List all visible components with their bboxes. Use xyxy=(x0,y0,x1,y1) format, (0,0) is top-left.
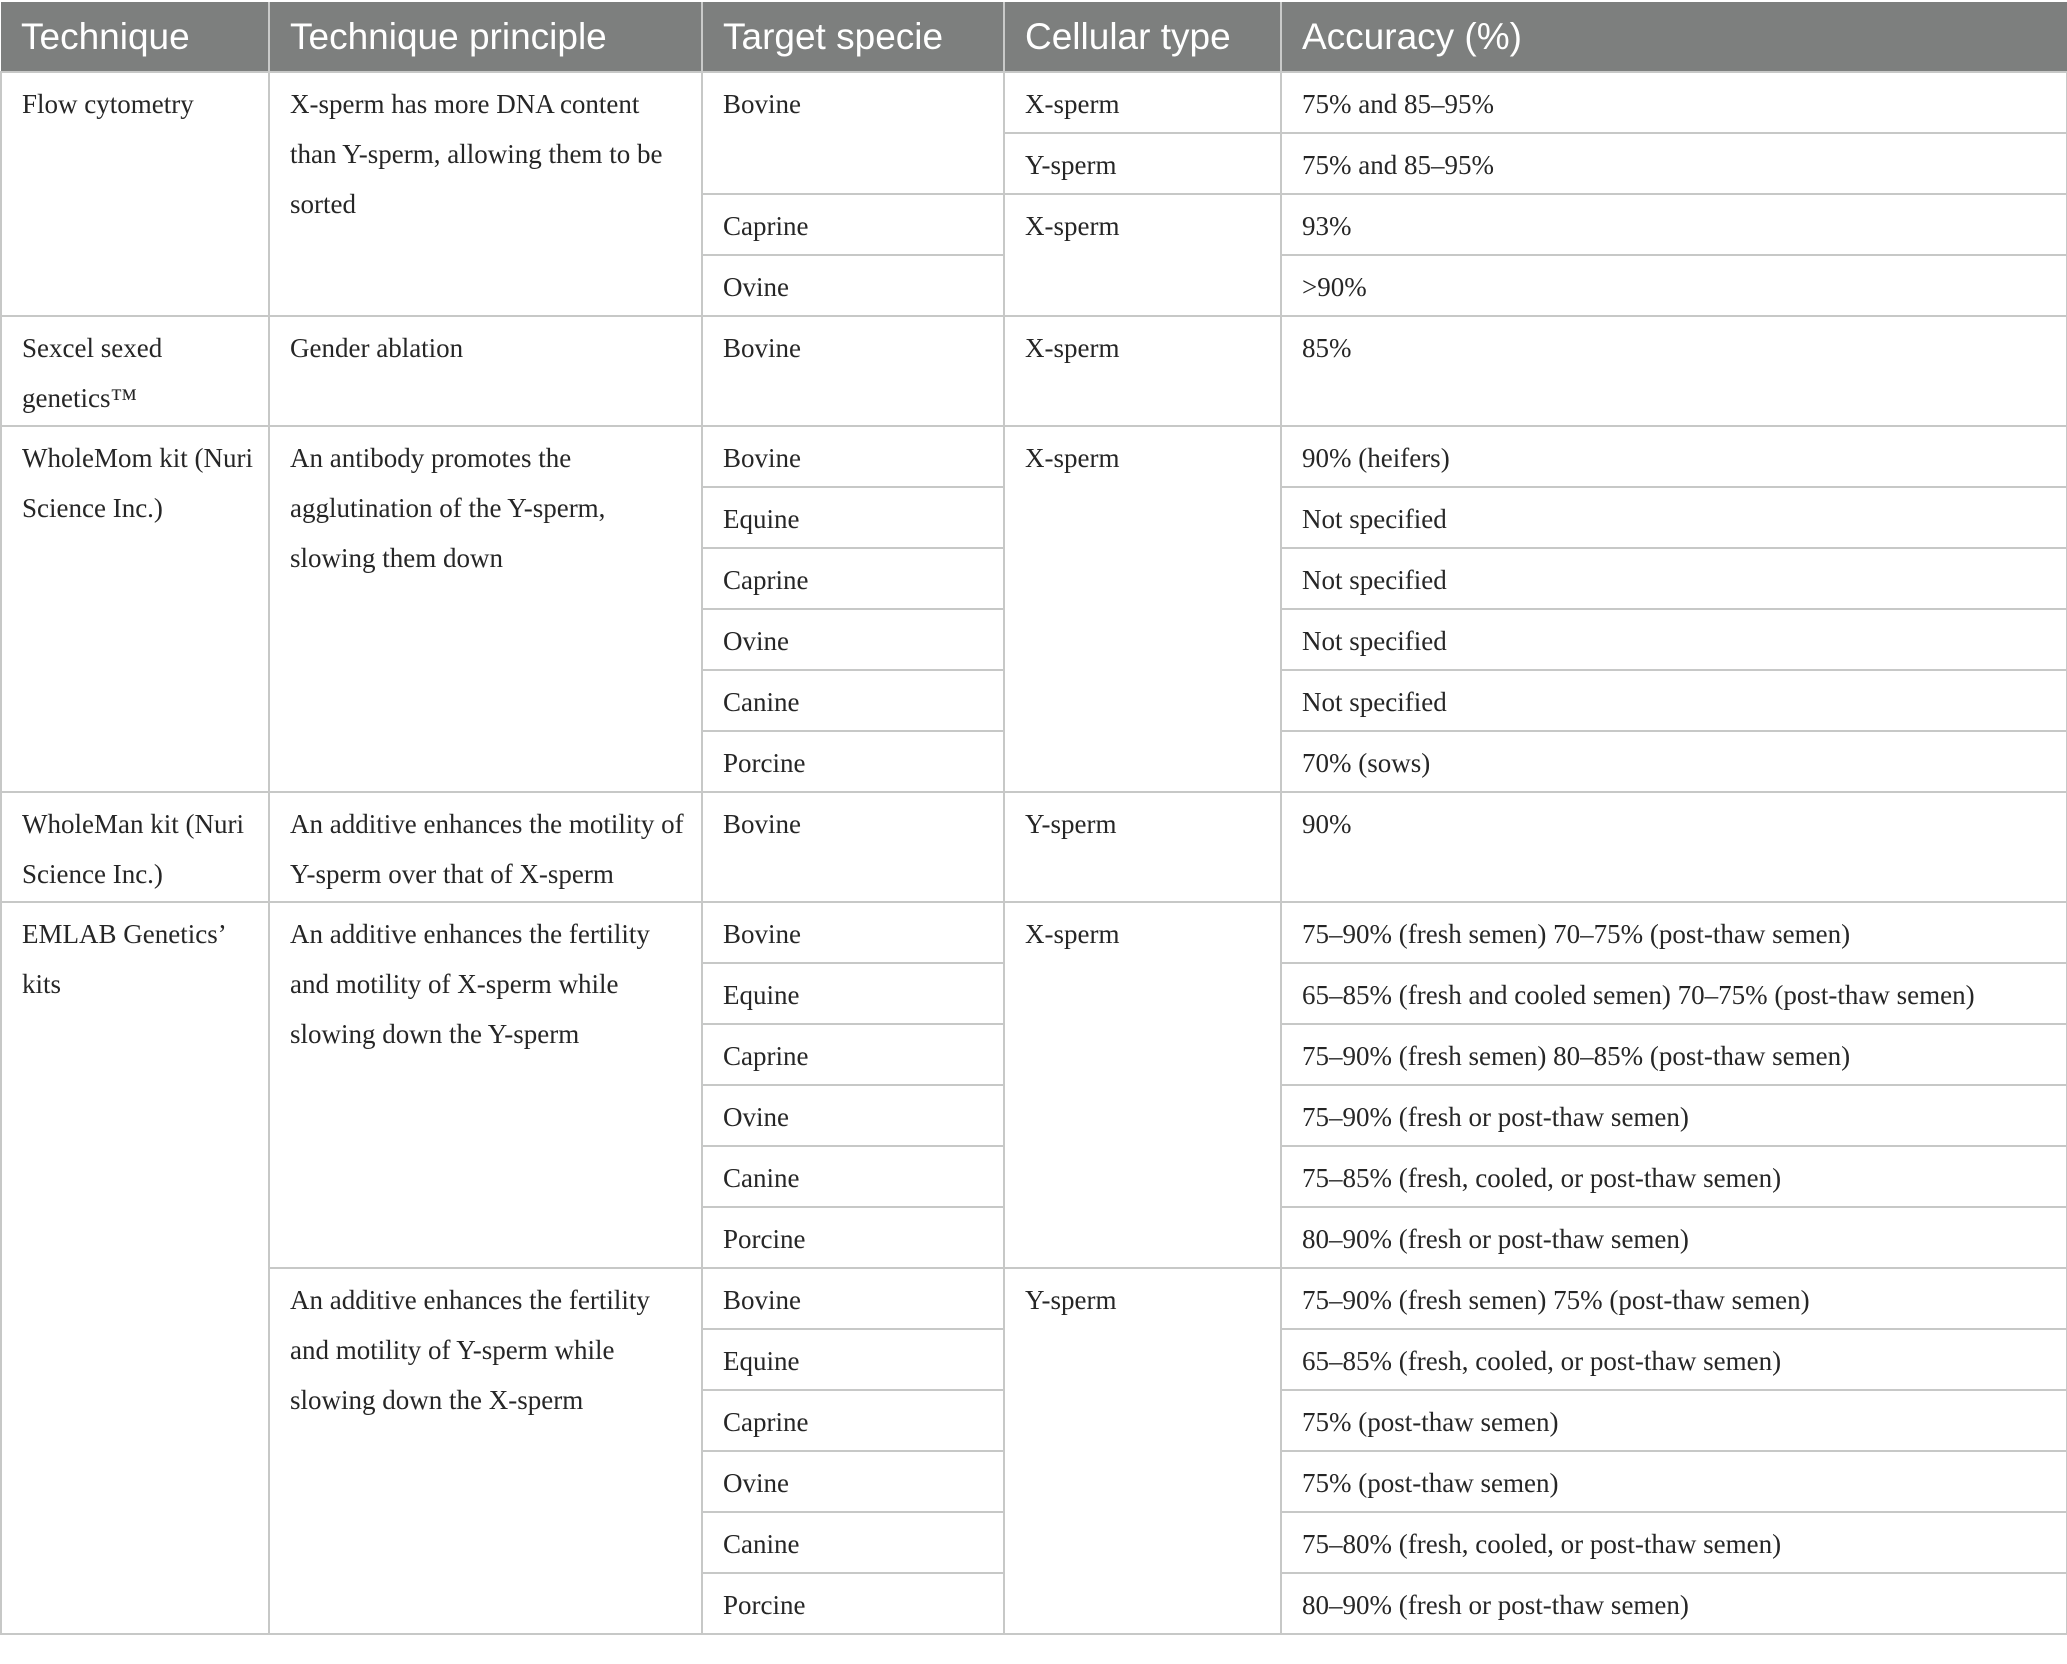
specie-cell: Porcine xyxy=(702,1573,1004,1634)
specie-cell: Caprine xyxy=(702,194,1004,255)
table-row xyxy=(1,72,2067,133)
cellular-type-cell: Y-sperm xyxy=(1004,1268,1281,1634)
principle-cell: An antibody promotes the agglutination of the Y-sperm, slowing them down xyxy=(269,426,702,792)
specie-cell: Bovine xyxy=(702,792,1004,902)
accuracy-cell: Not specified xyxy=(1281,548,2067,609)
table-row xyxy=(1,792,2067,902)
specie-cell: Ovine xyxy=(702,1451,1004,1512)
table-row xyxy=(1,1268,2067,1329)
specie-cell: Bovine xyxy=(702,72,1004,194)
table-row xyxy=(1,426,2067,487)
header-cellular-type: Cellular type xyxy=(1004,2,1281,72)
accuracy-cell: 75% (post-thaw semen) xyxy=(1281,1390,2067,1451)
cellular-type-cell: X-sperm xyxy=(1004,316,1281,426)
accuracy-cell: 65–85% (fresh, cooled, or post-thaw semen) xyxy=(1281,1329,2067,1390)
accuracy-cell: 90% (heifers) xyxy=(1281,426,2067,487)
specie-cell: Ovine xyxy=(702,609,1004,670)
accuracy-cell: 75–85% (fresh, cooled, or post-thaw semen) xyxy=(1281,1146,2067,1207)
table-row xyxy=(1,902,2067,963)
technique-cell: Flow cytometry xyxy=(1,72,269,316)
cellular-type-cell: X-sperm xyxy=(1004,902,1281,1268)
principle-cell: X-sperm has more DNA content than Y-sperm, allowing them to be sorted xyxy=(269,72,702,316)
specie-cell: Bovine xyxy=(702,902,1004,963)
principle-cell: An additive enhances the motility of Y-sperm over that of X-sperm xyxy=(269,792,702,902)
specie-cell: Canine xyxy=(702,1146,1004,1207)
specie-cell: Canine xyxy=(702,670,1004,731)
specie-cell: Caprine xyxy=(702,1390,1004,1451)
accuracy-cell: 75% and 85–95% xyxy=(1281,72,2067,133)
table-body xyxy=(1,72,2067,1634)
principle-cell: Gender ablation xyxy=(269,316,702,426)
table-header xyxy=(1,2,2067,72)
accuracy-cell: Not specified xyxy=(1281,670,2067,731)
cellular-type-cell: X-sperm xyxy=(1004,194,1281,316)
header-target-specie: Target specie xyxy=(702,2,1004,72)
specie-cell: Equine xyxy=(702,487,1004,548)
accuracy-cell: 75–90% (fresh or post-thaw semen) xyxy=(1281,1085,2067,1146)
technique-cell: EMLAB Genetics’ kits xyxy=(1,902,269,1634)
accuracy-cell: Not specified xyxy=(1281,609,2067,670)
accuracy-cell: 80–90% (fresh or post-thaw semen) xyxy=(1281,1207,2067,1268)
specie-cell: Equine xyxy=(702,1329,1004,1390)
specie-cell: Caprine xyxy=(702,548,1004,609)
accuracy-cell: 75% and 85–95% xyxy=(1281,133,2067,194)
accuracy-cell: >90% xyxy=(1281,255,2067,316)
technique-cell: Sexcel sexed genetics™ xyxy=(1,316,269,426)
accuracy-cell: 93% xyxy=(1281,194,2067,255)
specie-cell: Bovine xyxy=(702,1268,1004,1329)
cellular-type-cell: Y-sperm xyxy=(1004,133,1281,194)
principle-cell: An additive enhances the fertility and motility of X-sperm while slowing down the Y-sperm xyxy=(269,902,702,1268)
cellular-type-cell: Y-sperm xyxy=(1004,792,1281,902)
header-technique-principle: Technique principle xyxy=(269,2,702,72)
specie-cell: Bovine xyxy=(702,316,1004,426)
accuracy-cell: 75–90% (fresh semen) 70–75% (post-thaw semen) xyxy=(1281,902,2067,963)
header-row xyxy=(1,2,2067,72)
table-row xyxy=(1,316,2067,426)
technique-cell: WholeMom kit (Nuri Science Inc.) xyxy=(1,426,269,792)
specie-cell: Ovine xyxy=(702,255,1004,316)
technique-cell: WholeMan kit (Nuri Science Inc.) xyxy=(1,792,269,902)
accuracy-cell: 70% (sows) xyxy=(1281,731,2067,792)
accuracy-cell: 75–90% (fresh semen) 75% (post-thaw semen) xyxy=(1281,1268,2067,1329)
specie-cell: Equine xyxy=(702,963,1004,1024)
accuracy-cell: 65–85% (fresh and cooled semen) 70–75% (post-thaw semen) xyxy=(1281,963,2067,1024)
accuracy-cell: 75% (post-thaw semen) xyxy=(1281,1451,2067,1512)
accuracy-cell: 90% xyxy=(1281,792,2067,902)
accuracy-cell: Not specified xyxy=(1281,487,2067,548)
cellular-type-cell: X-sperm xyxy=(1004,72,1281,133)
specie-cell: Caprine xyxy=(702,1024,1004,1085)
cellular-type-cell: X-sperm xyxy=(1004,426,1281,792)
specie-cell: Ovine xyxy=(702,1085,1004,1146)
table-container xyxy=(0,2,2067,1635)
specie-cell: Porcine xyxy=(702,731,1004,792)
sperm-sexing-techniques-table xyxy=(0,2,2067,1635)
specie-cell: Canine xyxy=(702,1512,1004,1573)
accuracy-cell: 75–90% (fresh semen) 80–85% (post-thaw semen) xyxy=(1281,1024,2067,1085)
specie-cell: Porcine xyxy=(702,1207,1004,1268)
header-accuracy: Accuracy (%) xyxy=(1281,2,2067,72)
accuracy-cell: 80–90% (fresh or post-thaw semen) xyxy=(1281,1573,2067,1634)
accuracy-cell: 85% xyxy=(1281,316,2067,426)
specie-cell: Bovine xyxy=(702,426,1004,487)
principle-cell: An additive enhances the fertility and motility of Y-sperm while slowing down the X-sperm xyxy=(269,1268,702,1634)
header-technique: Technique xyxy=(1,2,269,72)
accuracy-cell: 75–80% (fresh, cooled, or post-thaw semen) xyxy=(1281,1512,2067,1573)
